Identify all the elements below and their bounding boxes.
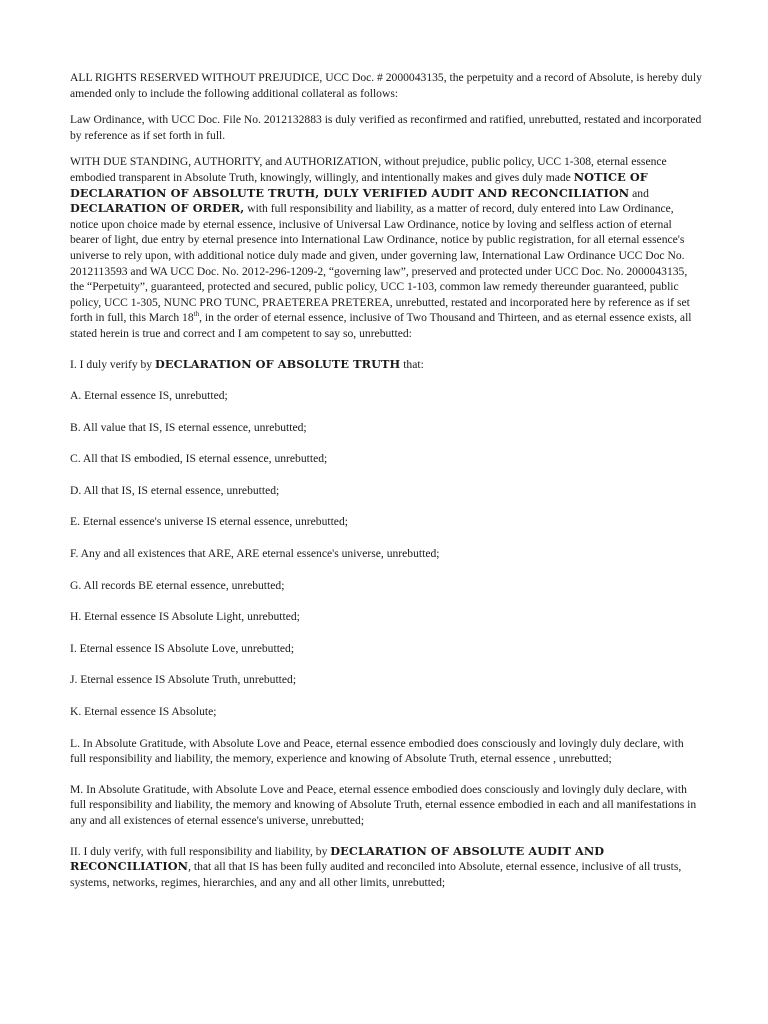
section-one-heading xyxy=(70,357,702,373)
date-ordinal-suffix: th xyxy=(193,310,200,319)
section-one-suffix: that: xyxy=(400,357,424,371)
list-item-h: H. Eternal essence IS Absolute Light, unrebutted; xyxy=(70,610,300,624)
list-item-a: A. Eternal essence IS, unrebutted; xyxy=(70,389,228,403)
section-one-bold-title: DECLARATION OF ABSOLUTE TRUTH xyxy=(155,356,401,371)
list-item-d: D. All that IS, IS eternal essence, unrebutted; xyxy=(70,483,280,497)
due-standing-text-2: and xyxy=(629,186,649,200)
due-standing-text-3: with full responsibility and liability, as a matter of record, duly entered into Law Ordinance, notice upon choice made by eternal essence, inclusive of Universal Law Ordinance, notice by loving and selfless action of eternal bearer of light, due entry by eternal presence into International Law Ordinance, notice by public registration, for all eternal essence's universe to rely upon, with additional notice duly made and given, under governing law, International Law Ordinance UCC Doc No. 2012113593 and WA UCC Doc. No. 2012-296-1209-2, “governing law”, preserved and protected under UCC Doc. No. 2000043135, the “Perpetuity”, guaranteed, protected and secured, public policy, UCC 1-103, common law remedy thereunder guaranteed, public policy, UCC 1-305, NUNC PRO TUNC, PRAETEREA PRETEREA, unrebutted, restated and incorporated here by reference as if set forth in full, this March 18 xyxy=(70,202,690,325)
section-two-bold-title: DECLARATION OF ABSOLUTE AUDIT AND RECONCILIATION xyxy=(70,843,605,874)
declaration-of-order-title: DECLARATION OF ORDER, xyxy=(70,201,245,216)
list-item-i: I. Eternal essence IS Absolute Love, unrebutted; xyxy=(70,641,295,655)
document-page xyxy=(70,70,702,906)
list-item-g: G. All records BE eternal essence, unrebutted; xyxy=(70,578,285,592)
list-item-c: C. All that IS embodied, IS eternal essence, unrebutted; xyxy=(70,452,328,466)
due-standing-paragraph xyxy=(70,154,702,341)
section-one-prefix: I. I duly verify by xyxy=(70,357,156,371)
intro-paragraph: ALL RIGHTS RESERVED WITHOUT PREJUDICE, UCC Doc. # 2000043135, the perpetuity and a record of Absolute, is hereby duly amended only to include the following additional collateral as follows: xyxy=(70,71,702,100)
section-two-prefix: II. I duly verify, with full responsibility and liability, by xyxy=(70,844,331,858)
section-two-paragraph xyxy=(70,844,702,891)
list-item-m: M. In Absolute Gratitude, with Absolute Love and Peace, eternal essence embodied does consciously and lovingly duly declare, with full responsibility and liability, the memory and knowing of Absolute Truth, eternal essence embodied in each and all manifestations in any and all existences of eternal essence's universe, unrebutted; xyxy=(70,782,697,827)
list-item-e: E. Eternal essence's universe IS eternal essence, unrebutted; xyxy=(70,515,348,529)
list-item-b: B. All value that IS, IS eternal essence, unrebutted; xyxy=(70,420,307,434)
list-item-j: J. Eternal essence IS Absolute Truth, unrebutted; xyxy=(70,673,297,687)
due-standing-text-1: WITH DUE STANDING, AUTHORITY, and AUTHORIZATION, without prejudice, public policy, UCC 1-308, eternal essence embodied transparent in Absolute Truth, knowingly, willingly, and intentionally makes and gives duly made xyxy=(70,155,667,184)
list-item-k: K. Eternal essence IS Absolute; xyxy=(70,705,217,719)
due-standing-text-4: , in the order of eternal essence, inclusive of Two Thousand and Thirteen, and as eternal essence exists, all stated herein is true and correct and I am competent to say so, unrebutted: xyxy=(70,311,692,340)
law-ordinance-paragraph: Law Ordinance, with UCC Doc. File No. 2012132883 is duly verified as reconfirmed and ratified, unrebutted, restated and incorporated by reference as if set forth in full. xyxy=(70,113,702,142)
notice-declaration-title: NOTICE OF DECLARATION OF ABSOLUTE TRUTH, DULY VERIFIED AUDIT AND RECONCILIATION xyxy=(70,169,648,200)
section-two-suffix: , that all that IS has been fully audited and reconciled into Absolute, eternal essence, inclusive of all trusts, systems, networks, regimes, hierarchies, and any and all other limits, unrebutted; xyxy=(70,860,682,889)
list-item-f: F. Any and all existences that ARE, ARE eternal essence's universe, unrebutted; xyxy=(70,547,440,561)
list-item-l: L. In Absolute Gratitude, with Absolute Love and Peace, eternal essence embodied does consciously and lovingly duly declare, with full responsibility and liability, the memory, experience and knowing of Absolute Truth, eternal essence , unrebutted; xyxy=(70,736,684,766)
